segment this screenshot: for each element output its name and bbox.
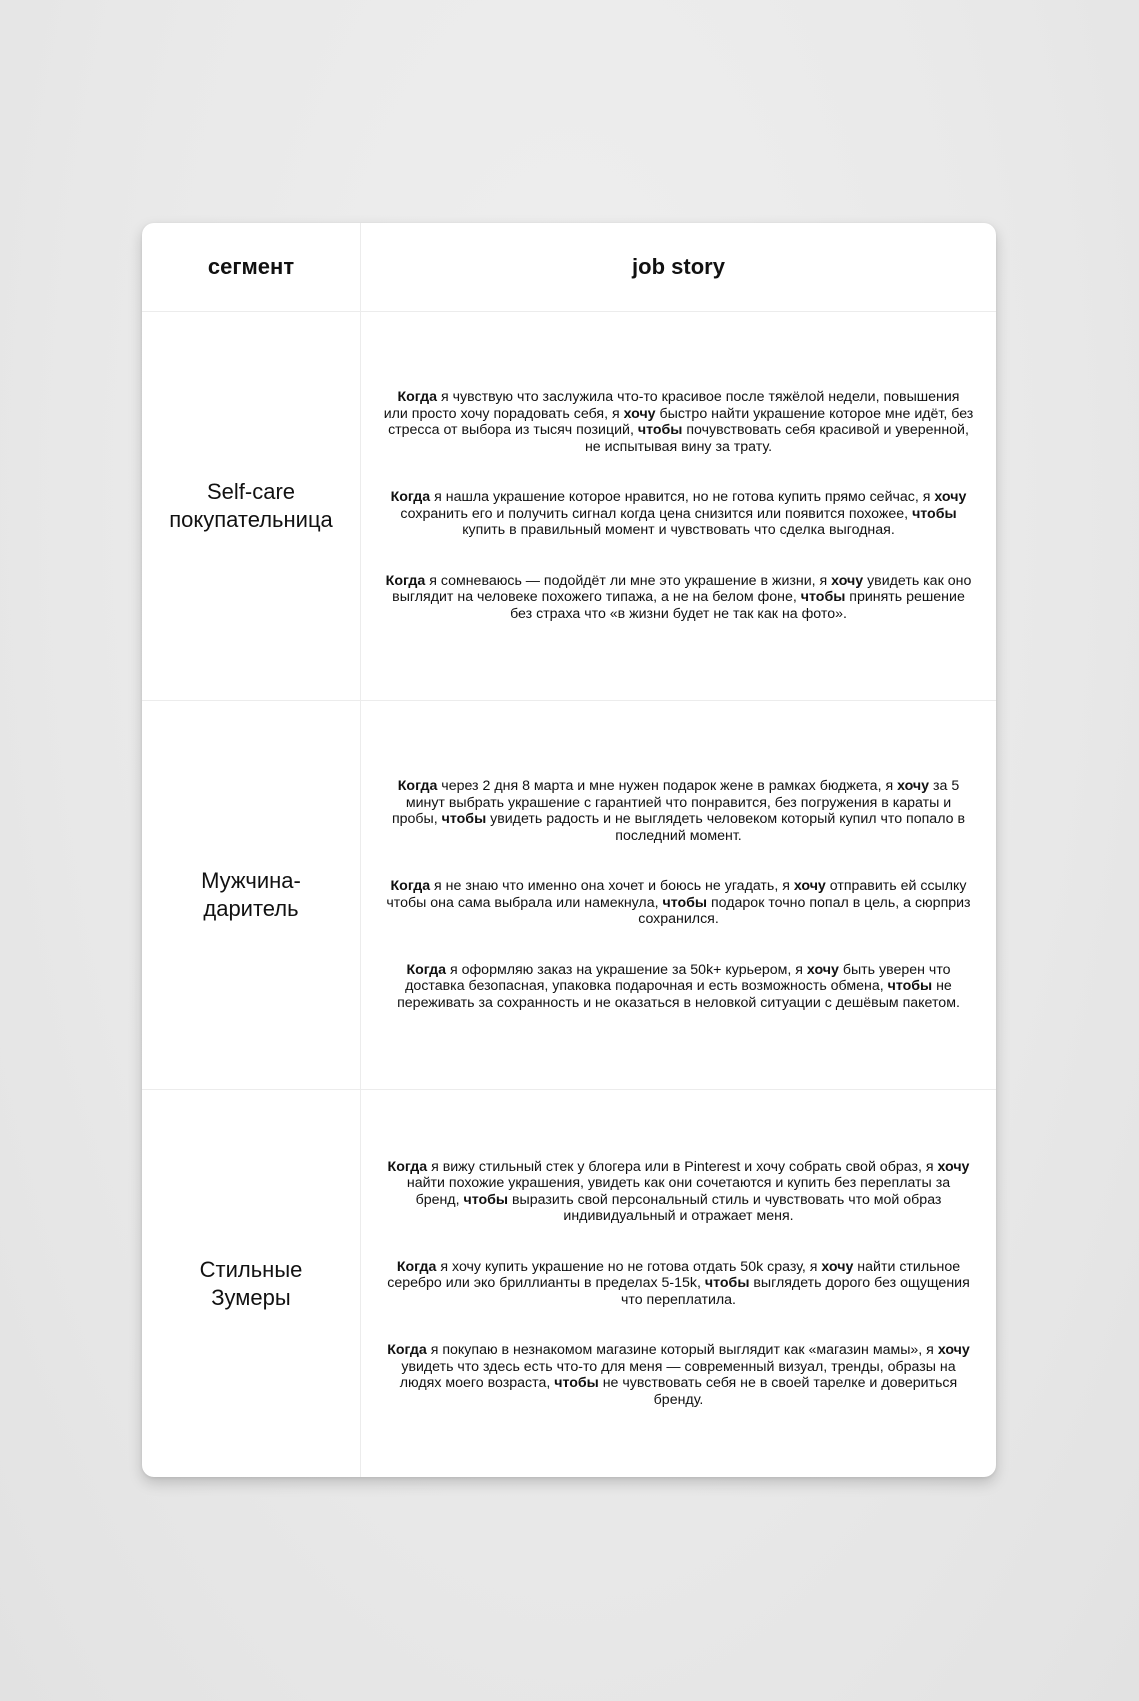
story-text: я нашла украшение которое нравится, но не готова купить прямо сейчас, я xyxy=(430,489,935,505)
job-story xyxy=(384,878,974,928)
job-story-list xyxy=(384,389,974,622)
segment-cell xyxy=(142,1089,360,1477)
header-job-story: job story xyxy=(632,254,725,279)
story-keyword: Когда xyxy=(390,878,431,894)
story-keyword: хочу xyxy=(937,1342,970,1359)
story-text: увидеть радость и не выглядеть человеком который купил что попало в последний момент. xyxy=(486,811,966,844)
story-keyword: хочу xyxy=(623,405,656,422)
table-row xyxy=(142,700,996,1090)
story-text: я оформляю заказ на украшение за 50k+ курьером, я xyxy=(446,961,807,978)
story-text: сохранить его и получить сигнал когда цена снизится или появится похожее, xyxy=(400,505,913,522)
header-segment: сегмент xyxy=(207,254,295,279)
story-keyword: Когда xyxy=(387,1342,427,1359)
story-keyword: чтобы xyxy=(887,978,933,994)
story-text: увидеть что здесь есть что-то для меня — современный визуал, тренды, образы на людях моего возраста, xyxy=(399,1358,956,1392)
story-text: увидеть как оно выглядит на человеке похожего типажа, а не на белом фоне, xyxy=(392,572,972,605)
story-keyword: чтобы xyxy=(554,1375,599,1392)
story-text: я чувствую что заслужила что-то красивое после тяжёлой недели, повышения или просто хочу порадовать себя, я xyxy=(383,389,960,422)
story-text: найти стильное серебро или эко бриллианты в пределах 5-15k, xyxy=(387,1258,961,1292)
story-keyword: Когда xyxy=(390,489,431,505)
story-keyword: Когда xyxy=(406,961,447,978)
table-header-row xyxy=(142,223,996,312)
job-story xyxy=(384,489,974,539)
story-keyword: Когда xyxy=(385,572,426,589)
story-text: я вижу стильный стек у блогера или в Pinterest и хочу собрать свой образ, я xyxy=(427,1158,938,1175)
story-keyword: Когда xyxy=(397,778,438,794)
story-keyword: хочу xyxy=(831,572,864,589)
story-text: выразить свой персональный стиль и чувствовать что мой образ индивидуальный и отражает меня. xyxy=(508,1191,942,1225)
story-keyword: хочу xyxy=(806,961,839,978)
job-story xyxy=(384,962,974,1012)
story-keyword: чтобы xyxy=(912,505,957,522)
story-text: найти похожие украшения, увидеть как они сочетаются и купить без переплаты за бренд, xyxy=(406,1175,951,1208)
story-keyword: хочу xyxy=(934,489,967,505)
story-keyword: чтобы xyxy=(662,894,708,911)
story-keyword: чтобы xyxy=(637,422,683,438)
segment-name: Мужчина-даритель xyxy=(201,867,301,921)
job-story-list xyxy=(384,1159,974,1409)
story-keyword: чтобы xyxy=(463,1191,509,1208)
job-story xyxy=(384,573,974,623)
story-text: быстро найти украшение которое мне идёт, без стресса от выбора из тысяч позиций, xyxy=(388,405,974,438)
story-text: я хочу купить украшение но не готова отдать 50k сразу, я xyxy=(436,1258,822,1275)
story-keyword: хочу xyxy=(937,1158,970,1175)
story-keyword: хочу xyxy=(897,778,930,794)
story-text: я не знаю что именно она хочет и боюсь не угадать, я xyxy=(430,878,794,894)
job-story-cell xyxy=(361,311,996,700)
story-text: быть уверен что доставка безопасная, упаковка подарочная и есть возможность обмена, xyxy=(405,961,951,994)
segment-name: Стильные Зумеры xyxy=(199,1256,303,1310)
segment-name: Self-care покупательница xyxy=(169,478,333,532)
story-keyword: хочу xyxy=(793,878,826,894)
job-story xyxy=(384,1259,974,1309)
segment-cell xyxy=(142,700,360,1089)
job-story xyxy=(384,778,974,844)
story-text: подарок точно попал в цель, а сюрприз сохранился. xyxy=(638,894,971,927)
job-story-cell xyxy=(361,700,996,1089)
story-keyword: чтобы xyxy=(441,811,487,827)
table-row xyxy=(142,311,996,701)
story-keyword: Когда xyxy=(397,389,438,405)
story-text: отправить ей ссылку чтобы она сама выбрала или намекнула, xyxy=(386,878,967,911)
job-story xyxy=(384,1342,974,1408)
job-story-list xyxy=(384,778,974,1011)
story-text: почувствовать себя красивой и уверенной, не испытывая вину за трату. xyxy=(584,422,969,455)
story-keyword: хочу xyxy=(821,1258,854,1275)
job-stories-table-card xyxy=(142,223,996,1477)
story-text: выглядеть дорого без ощущения что переплатила. xyxy=(621,1275,970,1308)
table-row xyxy=(142,1089,996,1477)
story-keyword: чтобы xyxy=(800,589,846,605)
story-keyword: чтобы xyxy=(704,1275,750,1292)
story-text: принять решение без страха что «в жизни будет не так как на фото». xyxy=(510,589,965,622)
story-text: купить в правильный момент и чувствовать что сделка выгодная. xyxy=(462,522,895,538)
story-text: я сомневаюсь — подойдёт ли мне это украшение в жизни, я xyxy=(425,572,832,589)
story-text: через 2 дня 8 марта и мне нужен подарок жене в рамках бюджета, я xyxy=(437,778,898,794)
story-text: за 5 минут выбрать украшение с гарантией что понравится, без погружения в караты и пробы, xyxy=(391,778,960,827)
story-keyword: Когда xyxy=(387,1158,428,1175)
segment-cell xyxy=(142,311,360,700)
story-keyword: Когда xyxy=(396,1258,437,1275)
story-text: не чувствовать себя не в своей тарелке и довериться бренду. xyxy=(598,1375,958,1408)
job-story xyxy=(384,1159,974,1225)
job-story xyxy=(384,389,974,455)
story-text: не переживать за сохранность и не оказаться в неловкой ситуации с дешёвым пакетом. xyxy=(397,978,960,1011)
story-text: я покупаю в незнакомом магазине который выглядит как «магазин мамы», я xyxy=(426,1342,938,1359)
job-story-cell xyxy=(361,1089,996,1477)
